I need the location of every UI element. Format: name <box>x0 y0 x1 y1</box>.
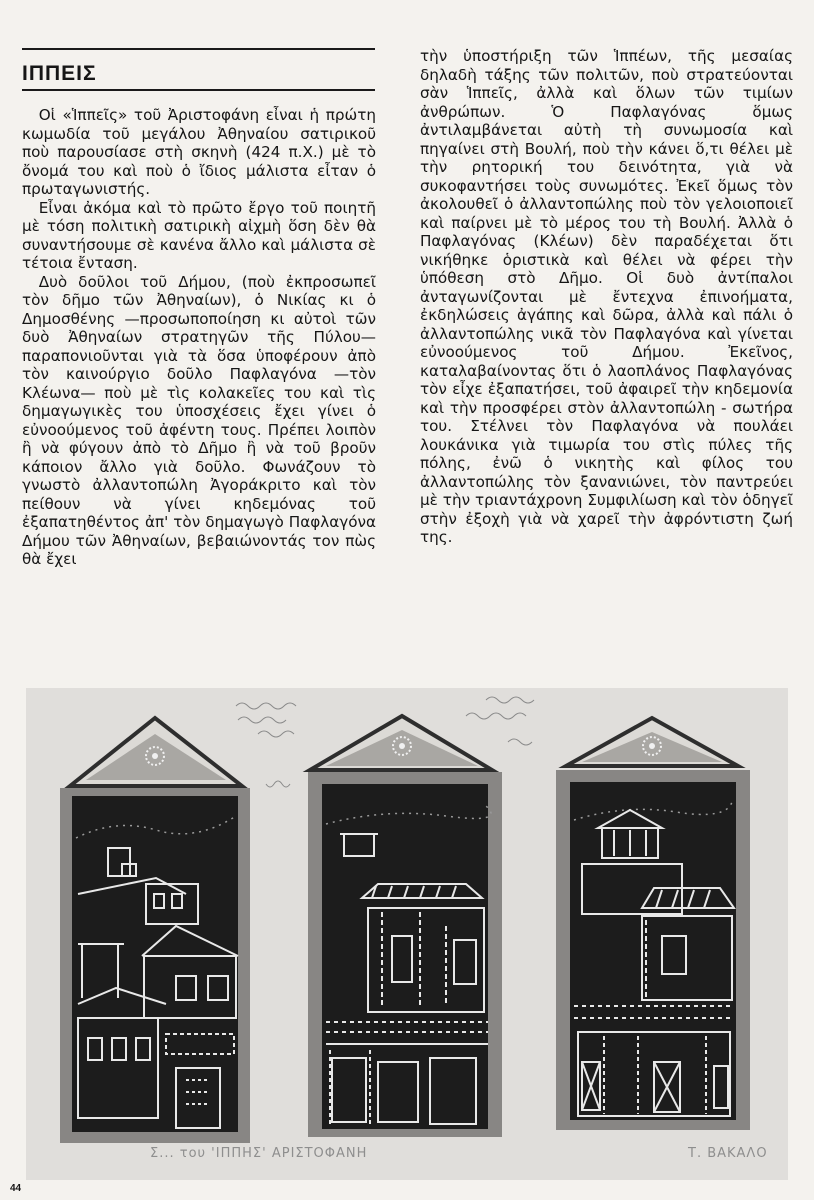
paragraph-plot-continued: τὴν ὑποστήριξη τῶν Ἱππέων, τῆς μεσαίας δηλαδὴ τάξης τῶν πολιτῶν, ποὺ στρατεύονται σὰν Ἱππεῖς, ἀλλὰ καὶ ὅλων τῶν τιμίων ἀνθρώπων. Ὁ Παφλαγόνας ὅμως ἀντιλαμβάνεται αὐτὴ τὴ συνωμοσία καὶ πηγαίνει στὴ Βουλή, ποὺ τὴν κάνει ὅ,τι θέλει μὲ τὴν ρητορική του δεινότητα, γιὰ νὰ συκοφαντήσει τοὺς συνωμότες. Ἐκεῖ ὅμως τὸν ἀκολουθεῖ ὁ ἀλλαντοπώλης ποὺ τὸν γελοιοποιεῖ καὶ παίρνει μὲ τὸ μέρος του τὴ Βουλή. Ἀλλὰ ὁ Παφλαγόνας (Κλέων) δὲν παραδέχεται ὅτι νικήθηκε ὁριστικὰ καὶ θέλει νὰ φέρει τὴν ὑπόθεση στὸ Δῆμο. Οἱ δυὸ ἀντίπαλοι ἀνταγωνίζονται μὲ ἔντεχνα ἐπινοήματα, ἐκδηλώσεις ἀγάπης καὶ δῶρα, ἀλλὰ καὶ πάλι ὁ ἀλλαντοπώλης νικᾶ τὸν Παφλαγόνα καὶ γίνεται εὐνοούμενος τοῦ Δήμου. Ἐκεῖνος, καταλαβαίνοντας ὅτι ὁ λαοπλάνος Παφλαγόνας τὸν εἶχε ἐξαπατήσει, τοῦ ἀφαιρεῖ τὴν κηδεμονία καὶ τὴν προσφέρει στὸν ἀλλαντοπώλη - σωτήρα του. Στέλνει τὸν Παφλαγόνα νὰ πουλάει λουκάνικα γιὰ τιμωρία του στὶς πύλες τῆς πόλης, ἐνῶ ὁ νικητὴς καὶ φίλος του ἀλλαντοπώλης τὸν ξανανιώνει, τὸν παντρεύει μὲ τὴν τριαντάχρονη Συμφιλίωση καὶ τὸν ὁδηγεῖ στὴν ἐξοχὴ γιὰ νὰ χαρεῖ τὴν ἀφρόντιστη ζωή της. <box>420 47 793 546</box>
title-rule-bottom <box>22 89 375 91</box>
figure-signature: Τ. ΒΑΚΑΛΟ <box>688 1146 768 1161</box>
stage-set-drawing <box>26 688 788 1180</box>
article-title: ΙΠΠΕΙΣ <box>22 62 97 85</box>
paragraph-intro: Οἱ «Ἱππεῖς» τοῦ Ἀριστοφάνη εἶναι ἡ πρώτη κωμωδία τοῦ μεγάλου Ἀθηναίου σατιρικοῦ ποὺ παρουσίασε στὴ σκηνὴ (424 π.Χ.) μὲ τὸ ὄνομά του καὶ ποὺ ὁ ἴδιος μάλιστα εἶταν ὁ πρωταγωνιστής. <box>22 106 376 198</box>
title-rule-top <box>22 48 375 50</box>
set-panel-middle <box>308 716 502 1137</box>
figure-caption-handwritten: Σ... του 'ΙΠΠΗΣ' ΑΡΙΣΤΟΦΑΝΗ <box>150 1146 368 1161</box>
page-number: 44 <box>10 1183 22 1194</box>
right-column <box>420 47 793 547</box>
left-column <box>22 106 376 569</box>
set-design-illustration <box>26 688 788 1180</box>
paragraph-plot-start: Δυὸ δοῦλοι τοῦ Δήμου, (ποὺ ἐκπροσωπεῖ τὸν δῆμο τῶν Ἀθηναίων), ὁ Νικίας κι ὁ Δημοσθένης —προσωποποίηση κι αὐτοὶ τῶν δυὸ Ἀθηναίων στρατηγῶν τῆς Πύλου— παραπονιοῦνται γιὰ τὰ ὅσα ὑποφέρουν ἀπὸ τὸν καινούργιο δοῦλο Παφλαγόνα —τὸν Κλέωνα— ποὺ μὲ τὶς κολακεῖες του καὶ τὶς δημαγωγικὲς του ὑποσχέσεις ἔχει γίνει ὁ εὐνοούμενος τοῦ ἀφέντη τους. Πρέπει λοιπὸν ἢ νὰ φύγουν ἀπὸ τὸ Δῆμο ἢ νὰ τοῦ βροῦν κάποιον ἄλλο γιὰ δοῦλο. Φωνάζουν τὸ γνωστὸ ἀλλαντοπώλη Ἀγοράκριτο καὶ τὸν πείθουν νὰ γίνει κηδεμόνας τοῦ ἐξαπατηθέντος ἀπ' τὸν δημαγωγὸ Παφλαγόνα Δήμου τῶν Ἀθηναίων, βεβαιώνοντάς τον πὼς θὰ ἔχει <box>22 272 376 568</box>
paragraph-satire: Εἶναι ἀκόμα καὶ τὸ πρῶτο ἔργο τοῦ ποιητῆ μὲ τόση πολιτικὴ σατιρικὴ αἰχμὴ ὅση δὲν θὰ συναντήσουμε σὲ κανένα ἄλλο καὶ μάλιστα σὲ τέτοια ἔνταση. <box>22 198 376 272</box>
set-panel-left <box>60 718 250 1143</box>
set-panel-right <box>556 718 750 1130</box>
